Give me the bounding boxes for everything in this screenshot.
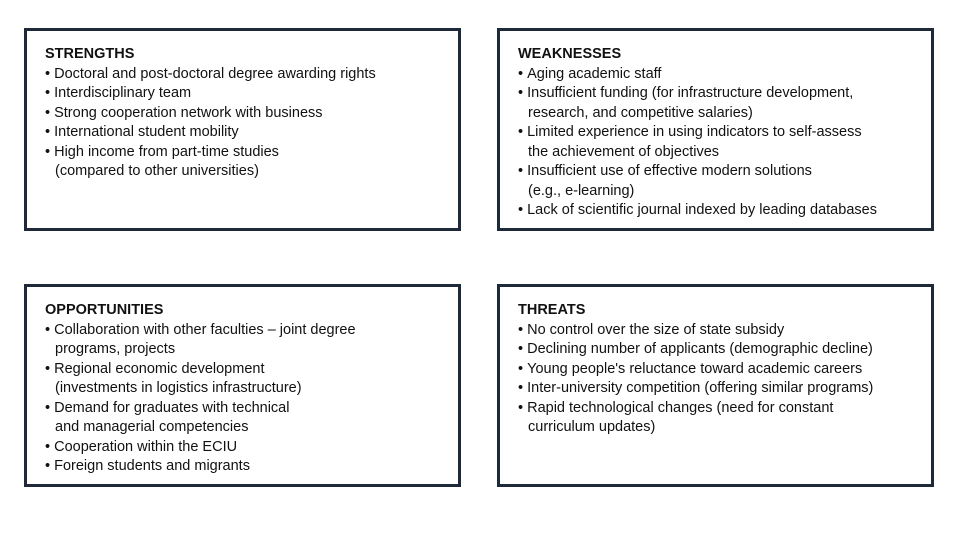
threats-item-text: Rapid technological changes (need for constant (527, 399, 834, 416)
weaknesses-item-text: Insufficient use of effective modern solutions (527, 163, 812, 179)
threats-item (518, 321, 931, 341)
weaknesses-item-text: (e.g., e-learning) (528, 182, 635, 199)
opportunities-item-text: (investments in logistics infrastructure) (55, 380, 302, 396)
strengths-item (45, 143, 458, 182)
weaknesses-item (518, 162, 931, 201)
opportunities-item-text: Regional economic development (54, 360, 265, 377)
strengths-item-text: Doctoral and post-doctoral degree awarding rights (54, 65, 376, 82)
weaknesses-item (518, 123, 931, 162)
opportunities-item (45, 457, 458, 477)
opportunities-item-text: Cooperation within the ECIU (54, 438, 238, 455)
opportunities-item (45, 360, 458, 399)
opportunities-title: OPPORTUNITIES (45, 302, 164, 318)
threats-item-text: Declining number of applicants (demographic decline) (527, 341, 873, 357)
threats-item (518, 360, 931, 380)
threats-item (518, 379, 931, 399)
strengths-item (45, 123, 458, 143)
threats-item (518, 399, 931, 438)
strengths-item-text: International student mobility (54, 124, 239, 140)
strengths-item (45, 84, 458, 104)
strengths-list (45, 65, 458, 182)
weaknesses-item-text: the achievement of objectives (528, 143, 720, 160)
strengths-item-text: High income from part-time studies (54, 143, 279, 160)
opportunities-item-text: Foreign students and migrants (54, 458, 250, 474)
threats-list (518, 321, 931, 438)
threats-item-text: Inter-university competition (offering similar programs) (527, 380, 874, 396)
opportunities-item (45, 438, 458, 458)
strengths-item (45, 104, 458, 124)
weaknesses-item-text: Lack of scientific journal indexed by leading databases (527, 202, 877, 218)
opportunities-box (24, 284, 461, 487)
threats-item (518, 340, 931, 360)
opportunities-item-text: Demand for graduates with technical (54, 399, 290, 416)
opportunities-item (45, 321, 458, 360)
threats-item-text: curriculum updates) (528, 419, 656, 435)
threats-box (497, 284, 934, 487)
weaknesses-item-text: Insufficient funding (for infrastructure development, (527, 85, 854, 101)
weaknesses-list (518, 65, 931, 221)
opportunities-item-text: and managerial competencies (55, 419, 249, 435)
strengths-item-text: Strong cooperation network with business (54, 104, 323, 121)
opportunities-item-text: Collaboration with other faculties – joint degree (54, 321, 356, 338)
weaknesses-item (518, 65, 931, 85)
threats-title: THREATS (518, 302, 586, 318)
weaknesses-item (518, 84, 931, 123)
strengths-item (45, 65, 458, 85)
strengths-box (24, 28, 461, 231)
threats-item-text: Young people's reluctance toward academic careers (527, 360, 863, 377)
opportunities-list (45, 321, 458, 477)
threats-item-text: No control over the size of state subsidy (527, 321, 785, 338)
opportunities-item-text: programs, projects (55, 341, 176, 357)
weaknesses-title: WEAKNESSES (518, 46, 622, 62)
weaknesses-item-text: Aging academic staff (527, 65, 662, 82)
opportunities-item (45, 399, 458, 438)
weaknesses-item (518, 201, 931, 221)
weaknesses-item-text: Limited experience in using indicators to self-assess (527, 124, 862, 140)
strengths-item-text: Interdisciplinary team (54, 85, 192, 101)
weaknesses-box (497, 28, 934, 231)
strengths-title: STRENGTHS (45, 46, 135, 62)
weaknesses-item-text: research, and competitive salaries) (528, 104, 753, 121)
strengths-item-text: (compared to other universities) (55, 163, 259, 179)
